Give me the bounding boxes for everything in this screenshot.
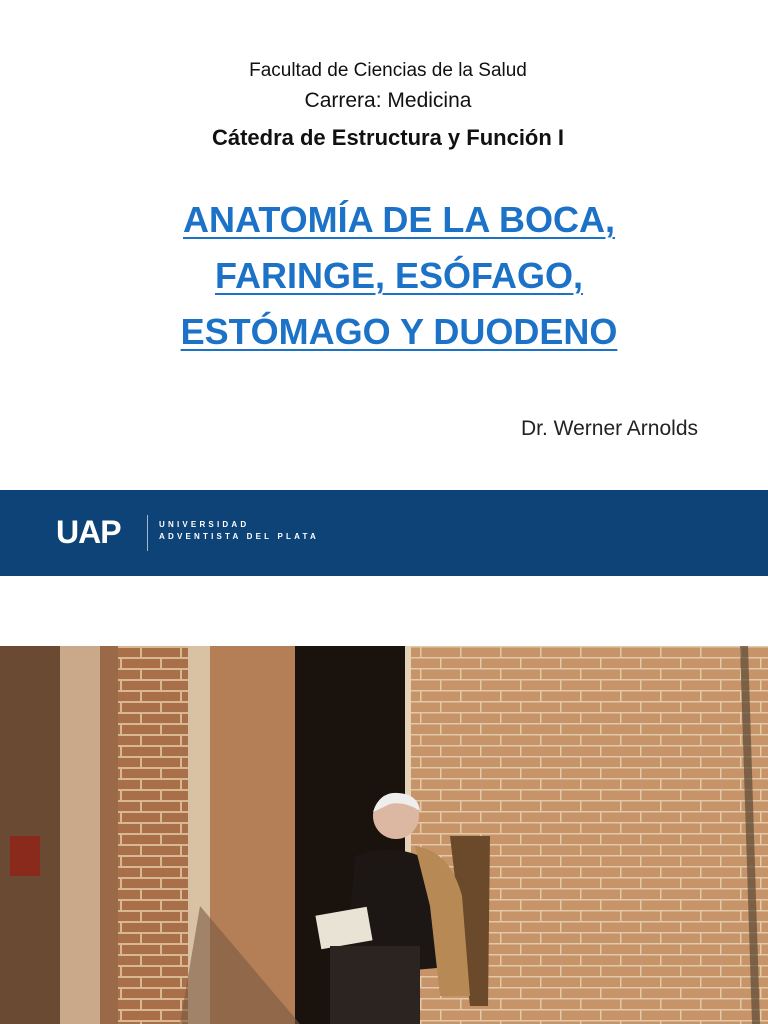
title-line-3: ESTÓMAGO Y DUODENO bbox=[180, 311, 618, 352]
portrait-photo bbox=[0, 646, 768, 1024]
faculty-name: Facultad de Ciencias de la Salud bbox=[249, 60, 527, 81]
uap-logo: UAP bbox=[56, 514, 121, 550]
presentation-title bbox=[0, 192, 768, 360]
title-line-1: ANATOMÍA DE LA BOCA, bbox=[183, 199, 615, 240]
career-name: Carrera: Medicina bbox=[304, 89, 472, 112]
university-name-line-2: ADVENTISTA DEL PLATA bbox=[159, 532, 319, 541]
logo-divider bbox=[147, 515, 148, 551]
university-name bbox=[159, 519, 319, 543]
author-name: Dr. Werner Arnolds bbox=[520, 417, 698, 440]
university-banner bbox=[0, 490, 768, 576]
chair-name: Cátedra de Estructura y Función I bbox=[211, 125, 565, 150]
university-name-line-1: UNIVERSIDAD bbox=[159, 520, 250, 529]
title-line-2: FARINGE, ESÓFAGO, bbox=[214, 255, 584, 296]
